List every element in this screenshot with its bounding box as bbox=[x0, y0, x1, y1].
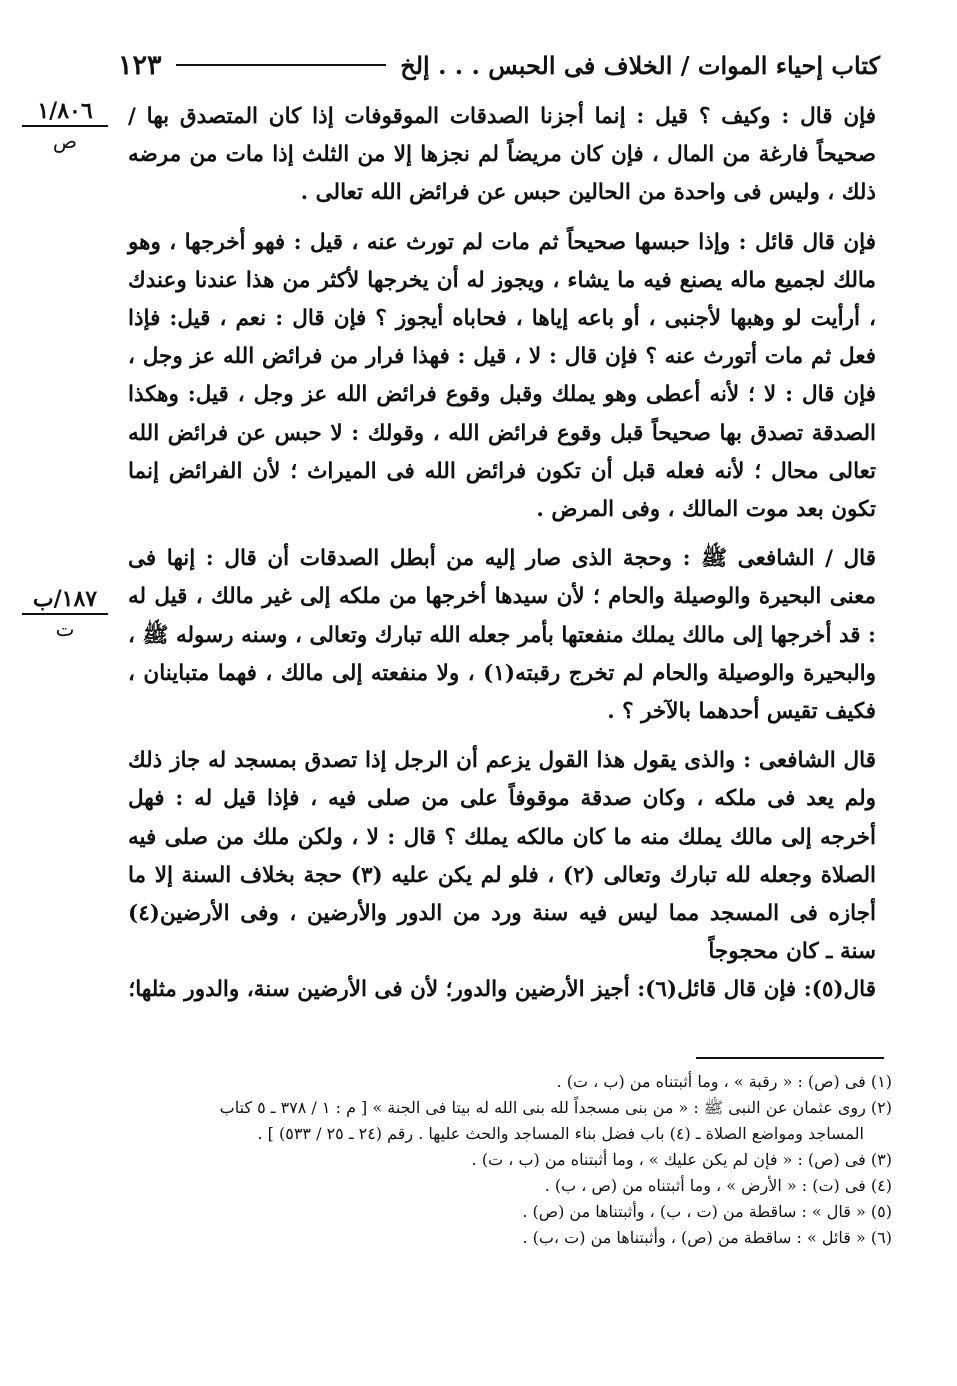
page-number: ١٢٣ bbox=[118, 49, 162, 81]
footnote: (١) فى (ص) : « رقبة » ، وما أثبتناه من (ب ، ت) . bbox=[556, 1072, 892, 1091]
footnote-separator bbox=[696, 1057, 884, 1059]
margin-ref-folio: ١٨٧/ب bbox=[22, 586, 108, 615]
footnote: (٥) « قال » : ساقطة من (ت ، ب) ، وأثبتناها من (ص) . bbox=[522, 1202, 892, 1221]
paragraph: قال الشافعى : والذى يقول هذا القول يزعم أن الرجل إذا تصدق بمسجد له جاز ذلك ولم يعد فى ملكه ، وكان صدقة موقوفاً على من صلى فيه ، فإذا قيل له : فهل أخرجه إلى مالك يملك منه ما كان مالكه يملك ؟ قال : لا ، ولكن ملك من صلى فيه الصلاة وجعله لله تبارك وتعالى (٢) ، فلو لم يكن عليه (٣) حجة بخلاف السنة إلا ما أجازه فى المسجد مما ليس فيه سنة ورد من الدور والأرضين ، وفى الأرضين(٤) سنة ـ كان محجوجاً bbox=[128, 748, 876, 965]
paragraph: قال / الشافعى ﷺ : وحجة الذى صار إليه من أبطل الصدقات أن قال : إنها فى معنى البحيرة والوصيلة والحام ؛ لأن سيدها أخرجها من ملكه إلى غير مالك ، قيل له : قد أخرجها إلى مالك يملك منفعتها بأمر جعله الله تبارك وتعالى ، وسنه رسوله ﷺ ، والبحيرة والوصيلة والحام لم تخرج رقبته(١) ، ولا منفعته إلى مالك ، فهما متباينان ، فكيف تقيس أحدهما بالآخر ؟ . bbox=[128, 546, 876, 725]
paragraph: فإن قال قائل : وإذا حبسها صحيحاً ثم مات لم تورث عنه ، قيل : فهو أخرجها ، وهو مالك لجميع ماله يصنع فيه ما يشاء ، ويجوز له أن يخرجها لأكثر من هذا عندنا وعندك ، أرأيت لو وهبها لأجنبى ، أو باعه إياها ، فحاباه أيجوز ؟ فإن قال : نعم ، قيل: فإذا فعل ثم مات أتورث عنه ؟ فإن قال : لا ، قيل : فهذا فرار من فرائض الله عز وجل ، فإن قال : لا ؛ لأنه أعطى وهو يملك وقبل وقوع فرائض الله عز وجل ، قيل: وهكذا الصدقة تصدق بها صحيحاً قبل وقوع فرائض الله ، وقولك : لا حبس عن فرائض الله تعالى محال ؛ لأنه فعله قبل أن تكون فرائض الله فى الميراث ؛ لأن الفرائض إنما تكون بعد موت المالك ، وفى المرض . bbox=[128, 229, 876, 523]
header-rule bbox=[176, 64, 387, 66]
margin-ref-siglum: ص bbox=[52, 129, 78, 153]
main-text bbox=[128, 98, 876, 1010]
footnote: (٣) فى (ص) : « فإن لم يكن عليك » ، وما أثبتناه من (ب ، ت) . bbox=[471, 1150, 892, 1169]
footnote: (٢) روى عثمان عن النبى ﷺ : « من بنى مسجداً لله بنى الله له بيتا فى الجنة » [ م : ١ / ٣٧٨ ـ ٥ كتاب bbox=[219, 1098, 892, 1117]
margin-ref-siglum: ت bbox=[55, 617, 75, 641]
margin-ref-ms-ta bbox=[22, 586, 108, 641]
footnotes bbox=[128, 1070, 892, 1252]
header-title: كتاب إحياء الموات / الخلاف فى الحبس . . . إلخ bbox=[400, 50, 880, 80]
running-header bbox=[118, 40, 880, 90]
margin-ref-ms-sad bbox=[22, 98, 108, 153]
paragraph: قال(٥): فإن قال قائل(٦): أجيز الأرضين والدور؛ لأن فى الأرضين سنة، والدور مثلها؛ bbox=[128, 977, 876, 1003]
footnote: (٦) « قائل » : ساقطة من (ص) ، وأثبتناها من (ت ،ب) . bbox=[522, 1228, 892, 1247]
footnote-continuation: المساجد ومواضع الصلاة ـ (٤) باب فضل بناء المساجد والحث عليها . رقم (٢٤ ـ ٢٥ / ٥٣٣) ] . bbox=[257, 1124, 864, 1143]
margin-ref-folio: ١/٨٠٦ bbox=[22, 98, 108, 127]
footnote: (٤) فى (ت) : « الأرض » ، وما أثبتناه من (ص ، ب) . bbox=[544, 1176, 892, 1195]
paragraph: فإن قال : وكيف ؟ قيل : إنما أجزنا الصدقات الموقوفات إذا كان المتصدق بها / صحيحاً فارغة من المال ، فإن كان مريضاً لم نجزها إلا من الثلث إذا مات من مرضه ذلك ، وليس فى واحدة من الحالين حبس عن فرائض الله تعالى . bbox=[128, 104, 876, 206]
